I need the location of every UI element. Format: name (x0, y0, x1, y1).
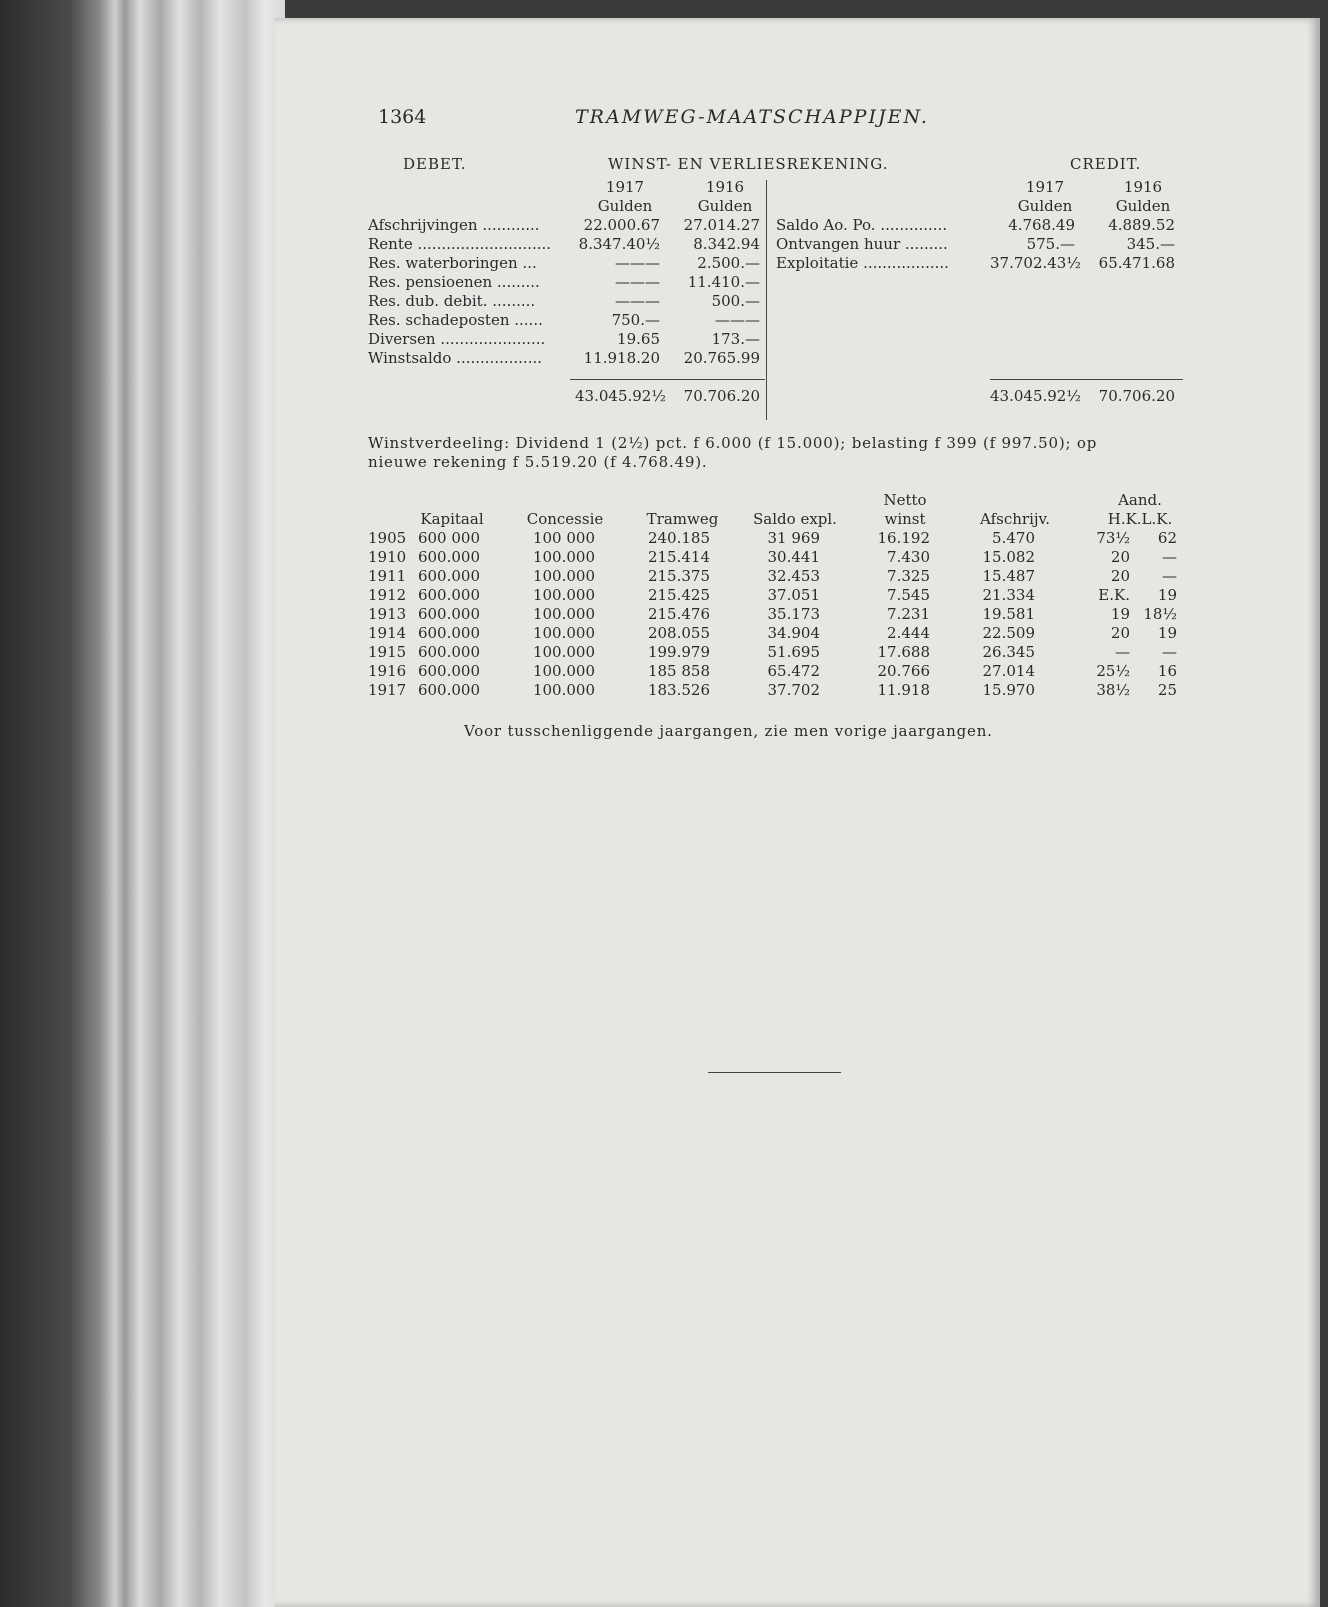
debet-unit-1916: Gulden (697, 197, 753, 215)
row-saldo: 32.453 (767, 567, 820, 585)
credit-row-1917: 4.768.49 (1008, 216, 1075, 234)
section-end-rule (708, 1072, 841, 1073)
row-netto: 2.444 (887, 624, 930, 642)
debet-row-label: Winstsaldo .................. (368, 349, 543, 367)
row-year: 1914 (368, 624, 407, 642)
debet-year-1916: 1916 (705, 178, 745, 196)
debet-row-1917: ——— (615, 273, 660, 291)
debet-row-1916: 2.500.— (697, 254, 760, 272)
row-hk: — (1115, 643, 1130, 661)
row-saldo: 51.695 (767, 643, 820, 661)
credit-year-1917: 1917 (1025, 178, 1065, 196)
debet-row-label: Rente ............................ (368, 235, 552, 253)
row-concessie: 100.000 (532, 662, 595, 680)
header-netto-top: Netto (883, 491, 927, 509)
row-concessie: 100.000 (532, 624, 595, 642)
row-lk: 62 (1157, 529, 1177, 547)
row-kapitaal: 600.000 (417, 681, 480, 699)
debet-total-1916: 70.706.20 (683, 387, 760, 405)
row-netto: 7.545 (887, 586, 930, 604)
row-hk: 19 (1110, 605, 1130, 623)
row-lk: 19 (1157, 624, 1177, 642)
debet-row-1916: 173.— (711, 330, 760, 348)
row-year: 1915 (368, 643, 407, 661)
debet-row-1916: 8.342.94 (693, 235, 760, 253)
row-afschrijv: 15.487 (982, 567, 1035, 585)
book-page-edges (0, 0, 285, 1607)
row-concessie: 100.000 (532, 548, 595, 566)
debet-year-1917: 1917 (605, 178, 645, 196)
header-aand-bottom: H.K.L.K. (1107, 510, 1173, 528)
row-netto: 17.688 (877, 643, 930, 661)
row-tramweg: 240.185 (647, 529, 710, 547)
winstverdeeling-line-1: Winstverdeeling: Dividend 1 (2½) pct. f 6.000 (f 15.000); belasting f 399 (f 997.50); op (368, 434, 1098, 452)
row-afschrijv: 27.014 (982, 662, 1035, 680)
row-tramweg: 208.055 (647, 624, 710, 642)
row-year: 1911 (368, 567, 407, 585)
row-netto: 7.430 (887, 548, 930, 566)
row-hk: 73½ (1096, 529, 1130, 547)
header-tramweg: Tramweg (646, 510, 719, 528)
row-hk: E.K. (1098, 586, 1130, 604)
header-kapitaal: Kapitaal (420, 510, 484, 528)
row-tramweg: 199.979 (647, 643, 710, 661)
debet-row-1917: 8.347.40½ (578, 235, 660, 253)
debet-row-1917: ——— (615, 292, 660, 310)
row-kapitaal: 600.000 (417, 643, 480, 661)
debet-row-1917: 22.000.67 (583, 216, 660, 234)
debet-row-label: Afschrijvingen ............ (368, 216, 540, 234)
row-lk: — (1162, 643, 1177, 661)
credit-unit-1916: Gulden (1115, 197, 1171, 215)
row-afschrijv: 26.345 (982, 643, 1035, 661)
row-hk: 20 (1110, 624, 1130, 642)
debet-row-label: Res. dub. debit. ......... (368, 292, 536, 310)
debet-row-1916: 20.765.99 (683, 349, 760, 367)
row-year: 1905 (368, 529, 407, 547)
row-afschrijv: 15.970 (982, 681, 1035, 699)
row-tramweg: 183.526 (647, 681, 710, 699)
debet-total-rule (570, 379, 765, 380)
row-lk: — (1162, 567, 1177, 585)
row-hk: 25½ (1096, 662, 1130, 680)
credit-row-label: Exploitatie .................. (776, 254, 949, 272)
row-kapitaal: 600.000 (417, 586, 480, 604)
row-concessie: 100 000 (532, 529, 595, 547)
account-title: WINST- EN VERLIESREKENING. (608, 155, 889, 173)
row-kapitaal: 600.000 (417, 605, 480, 623)
row-lk: — (1162, 548, 1177, 566)
credit-total-1916: 70.706.20 (1098, 387, 1175, 405)
row-lk: 25 (1157, 681, 1177, 699)
row-tramweg: 215.414 (647, 548, 710, 566)
row-saldo: 35.173 (767, 605, 820, 623)
row-kapitaal: 600.000 (417, 548, 480, 566)
row-netto: 7.231 (887, 605, 930, 623)
debet-row-1917: 11.918.20 (583, 349, 660, 367)
row-netto: 16.192 (877, 529, 930, 547)
winstverdeeling-line-2: nieuwe rekening f 5.519.20 (f 4.768.49). (368, 453, 708, 471)
row-saldo: 34.904 (767, 624, 820, 642)
row-concessie: 100.000 (532, 681, 595, 699)
row-concessie: 100.000 (532, 605, 595, 623)
page-number: 1364 (378, 106, 427, 128)
debet-row-label: Res. schadeposten ...... (368, 311, 543, 329)
header-afschrijv: Afschrijv. (980, 510, 1050, 528)
row-year: 1917 (368, 681, 407, 699)
debet-label: DEBET. (403, 155, 467, 173)
credit-unit-1917: Gulden (1017, 197, 1073, 215)
row-concessie: 100.000 (532, 586, 595, 604)
header-saldo: Saldo expl. (753, 510, 837, 528)
credit-row-1916: 65.471.68 (1098, 254, 1175, 272)
account-divider (766, 180, 767, 420)
row-tramweg: 215.425 (647, 586, 710, 604)
debet-row-1916: 11.410.— (687, 273, 760, 291)
debet-row-1917: ——— (615, 254, 660, 272)
row-tramweg: 215.375 (647, 567, 710, 585)
book-page (275, 18, 1320, 1607)
row-tramweg: 215.476 (647, 605, 710, 623)
row-tramweg: 185 858 (647, 662, 710, 680)
debet-row-label: Res. waterboringen ... (368, 254, 537, 272)
debet-row-label: Res. pensioenen ......... (368, 273, 540, 291)
row-hk: 20 (1110, 548, 1130, 566)
row-kapitaal: 600.000 (417, 662, 480, 680)
row-saldo: 37.051 (767, 586, 820, 604)
row-year: 1910 (368, 548, 407, 566)
row-netto: 11.918 (877, 681, 930, 699)
credit-row-1917: 37.702.43½ (990, 254, 1081, 272)
row-hk: 20 (1110, 567, 1130, 585)
header-concessie: Concessie (526, 510, 604, 528)
debet-row-1916: 500.— (711, 292, 760, 310)
debet-row-1917: 19.65 (617, 330, 660, 348)
row-netto: 7.325 (887, 567, 930, 585)
footnote: Voor tusschenliggende jaargangen, zie men vorige jaargangen. (464, 722, 993, 740)
row-hk: 38½ (1096, 681, 1130, 699)
row-year: 1912 (368, 586, 407, 604)
debet-unit-1917: Gulden (597, 197, 653, 215)
credit-total-rule (990, 379, 1183, 380)
row-kapitaal: 600 000 (417, 529, 480, 547)
row-netto: 20.766 (877, 662, 930, 680)
row-saldo: 37.702 (767, 681, 820, 699)
row-concessie: 100.000 (532, 567, 595, 585)
row-saldo: 65.472 (767, 662, 820, 680)
debet-total-1917: 43.045.92½ (575, 387, 666, 405)
row-saldo: 31 969 (767, 529, 820, 547)
row-kapitaal: 600.000 (417, 567, 480, 585)
credit-row-1916: 345.— (1126, 235, 1175, 253)
row-afschrijv: 19.581 (982, 605, 1035, 623)
row-concessie: 100.000 (532, 643, 595, 661)
row-afschrijv: 21.334 (982, 586, 1035, 604)
credit-total-1917: 43.045.92½ (990, 387, 1081, 405)
debet-row-1917: 750.— (611, 311, 660, 329)
row-saldo: 30.441 (767, 548, 820, 566)
header-netto-bottom: winst (884, 510, 926, 528)
credit-label: CREDIT. (1070, 155, 1142, 173)
row-afschrijv: 22.509 (982, 624, 1035, 642)
row-afschrijv: 15.082 (982, 548, 1035, 566)
credit-row-1916: 4.889.52 (1108, 216, 1175, 234)
row-year: 1913 (368, 605, 407, 623)
row-lk: 16 (1157, 662, 1177, 680)
running-title: TRAMWEG-MAATSCHAPPIJEN. (575, 106, 929, 128)
credit-year-1916: 1916 (1123, 178, 1163, 196)
row-year: 1916 (368, 662, 407, 680)
credit-row-1917: 575.— (1026, 235, 1075, 253)
debet-row-1916: 27.014.27 (683, 216, 760, 234)
debet-row-label: Diversen ...................... (368, 330, 546, 348)
credit-row-label: Saldo Ao. Po. .............. (776, 216, 948, 234)
row-lk: 19 (1157, 586, 1177, 604)
row-afschrijv: 5.470 (992, 529, 1035, 547)
credit-row-label: Ontvangen huur ......... (776, 235, 948, 253)
debet-row-1916: ——— (715, 311, 760, 329)
row-lk: 18½ (1143, 605, 1177, 623)
row-kapitaal: 600.000 (417, 624, 480, 642)
header-aand-top: Aand. (1118, 491, 1162, 509)
